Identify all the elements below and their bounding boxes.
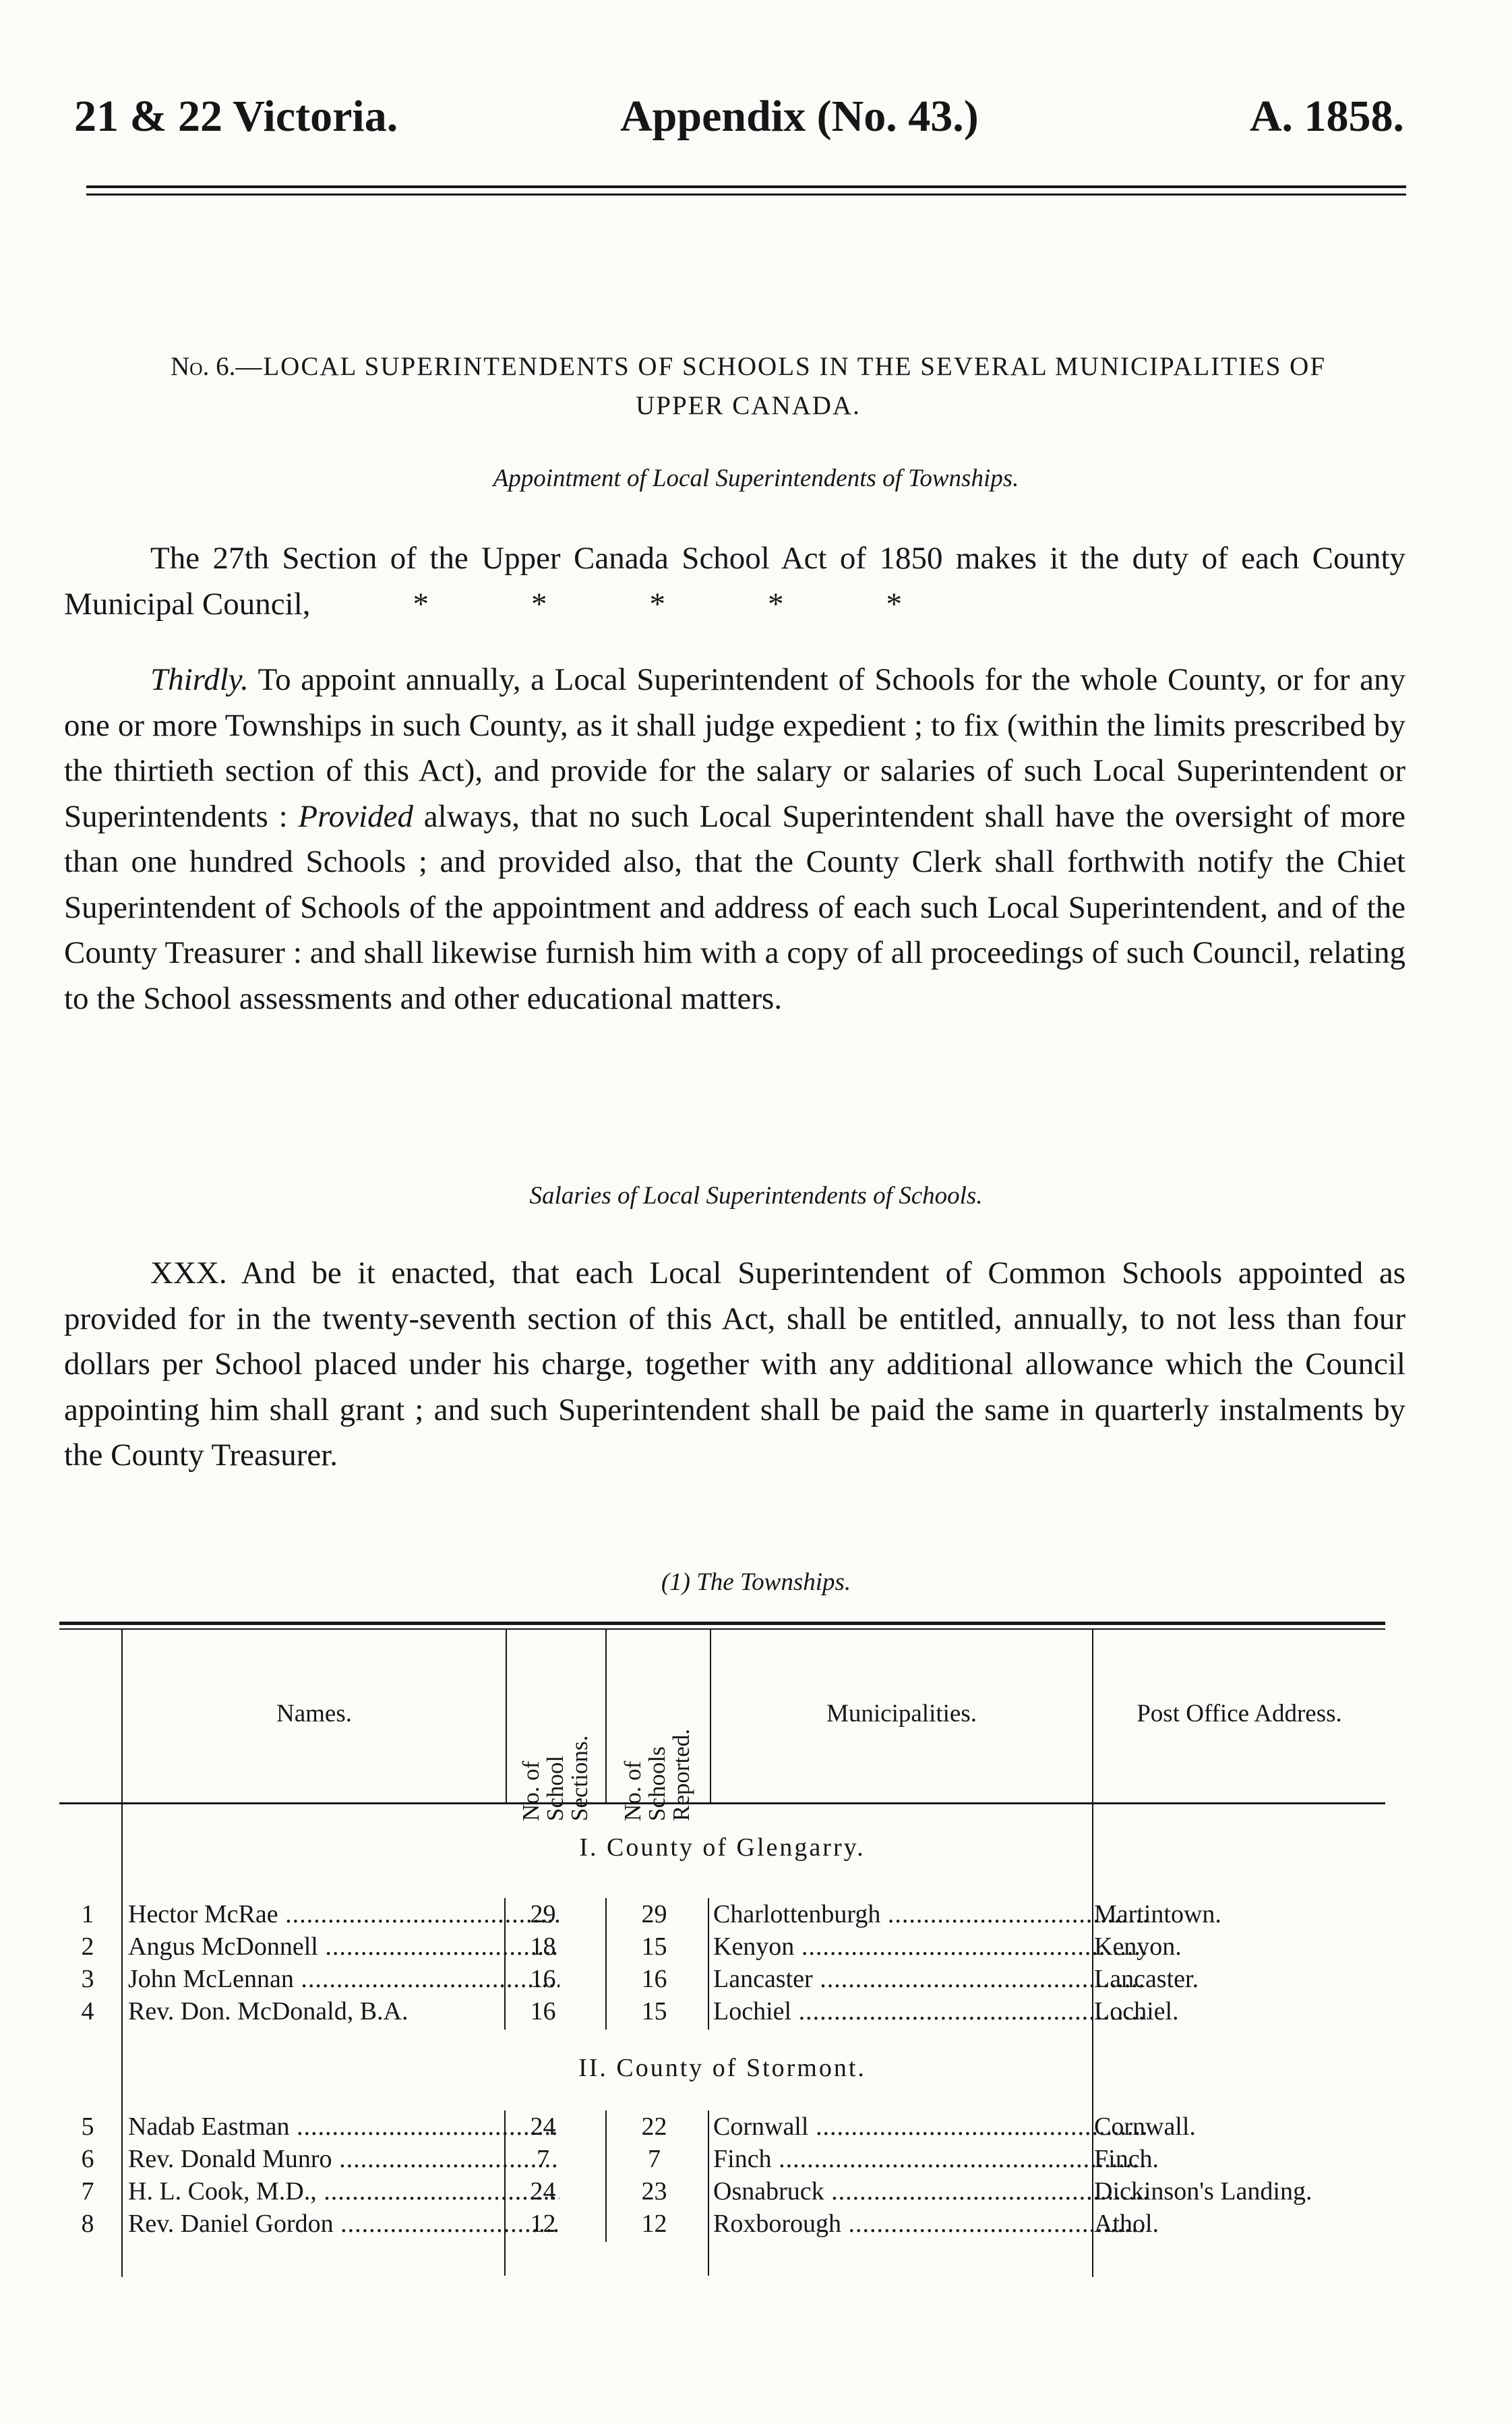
table-row: 4 Rev. Don. McDonald, B.A. 16 15 Lochiel ..... Lochiel. — [59, 1995, 1385, 2028]
table-row: 1 Hector McRae ..... 29 29 Charlottenburgh ..... Martintown. — [59, 1898, 1385, 1930]
county-heading-stormont: II. County of Stormont. — [578, 2054, 866, 2082]
table-top-rule — [59, 1622, 1385, 1625]
table-row: 2 Angus McDonnell ..... 18 15 Kenyon ..... Kenyon. — [59, 1930, 1385, 1963]
para1-text: The 27th Section of the Upper Canada School Act of 1850 makes it the duty of each County Municipal Council, — [64, 541, 1405, 622]
header-rule-thin — [86, 194, 1406, 196]
col-header-post-office: Post Office Address. — [1137, 1700, 1342, 1727]
subheading-appointment: Appointment of Local Superintendents of Townships. — [493, 465, 1019, 492]
subheading-townships: (1) The Townships. — [661, 1568, 851, 1596]
table-header-rule — [59, 1802, 1385, 1804]
col-header-schools-reported: No. of Schools Reported. — [619, 1728, 694, 1821]
col-header-names: Names. — [276, 1700, 352, 1727]
table-top-rule-thin — [59, 1628, 1385, 1630]
table-row: 3 John McLennan ..... 16 16 Lancaster ..... Lancaster. — [59, 1963, 1385, 1995]
document-title — [74, 347, 1422, 425]
subheading-salaries: Salaries of Local Superintendents of Schools. — [529, 1182, 983, 1210]
provided-word: Provided — [298, 798, 413, 834]
paragraph-section-30: XXX. And be it enacted, that each Local Superintendent of Common Schools appointed as provided for in the twenty-seventh section of this Act, shall be entitled, annually, to not less than four dollars per School placed under his charge, together with any additional allowance which the Council appointing him shall grant ; and such Superintendent shall be paid the same in quarterly instalments by the County Treasurer. — [64, 1255, 1405, 1473]
county-heading-glengarry: I. County of Glengarry. — [579, 1833, 866, 1862]
header-rule-thick — [86, 185, 1406, 188]
table-row: 6 Rev. Donald Munro ..... 7 7 Finch ..... Finch. — [59, 2143, 1385, 2175]
table-row: 8 Rev. Daniel Gordon ..... 12 12 Roxborough ..... Athol. — [59, 2208, 1385, 2240]
title-line1: —LOCAL SUPERINTENDENTS OF SCHOOLS IN THE SEVERAL MUNICIPALITIES OF — [235, 352, 1327, 381]
superintendents-table — [59, 1622, 1385, 2282]
para2-lead: Thirdly. — [150, 662, 249, 697]
header-year: A. 1858. — [1249, 92, 1404, 141]
title-number: No. 6. — [170, 352, 236, 381]
header-appendix: Appendix (No. 43.) — [620, 92, 979, 141]
header-session: 21 & 22 Victoria. — [74, 92, 398, 141]
title-line2: UPPER CANADA. — [636, 391, 861, 420]
col-header-school-sections: No. of School Sections. — [518, 1735, 593, 1821]
col-header-municipalities: Municipalities. — [826, 1700, 977, 1727]
table-row: 5 Nadab Eastman ..... 24 22 Cornwall ..... Cornwall. — [59, 2110, 1385, 2143]
running-header — [74, 91, 1404, 145]
paragraph-thirdly: Thirdly. To appoint annually, a Local Superintendent of Schools for the whole County, or for any one or more Townships in such County, as it shall judge expedient ; to fix (within the limits prescribed by the thirtieth section of this Act), and provide for the salary or salaries of such Local Superintendent or Superintendents : Provided always, that no such Local Superintendent shall have the oversight of more than one hundred Schools ; and provided also, that the County Clerk shall forthwith notify the Chiet Superintendent of Schools of the appointment and address of each such Local Superintendent, and of the County Treasurer : and shall likewise furnish him with a copy of all proceedings of such Council, relating to the School assessments and other educational matters. — [64, 662, 1405, 1016]
ellipsis-stars: * * * * * — [413, 586, 903, 622]
paragraph-section-27 — [64, 536, 1405, 627]
table-row: 7 H. L. Cook, M.D., ..... 24 23 Osnabruck ..... Dickinson's Landing. — [59, 2175, 1385, 2208]
